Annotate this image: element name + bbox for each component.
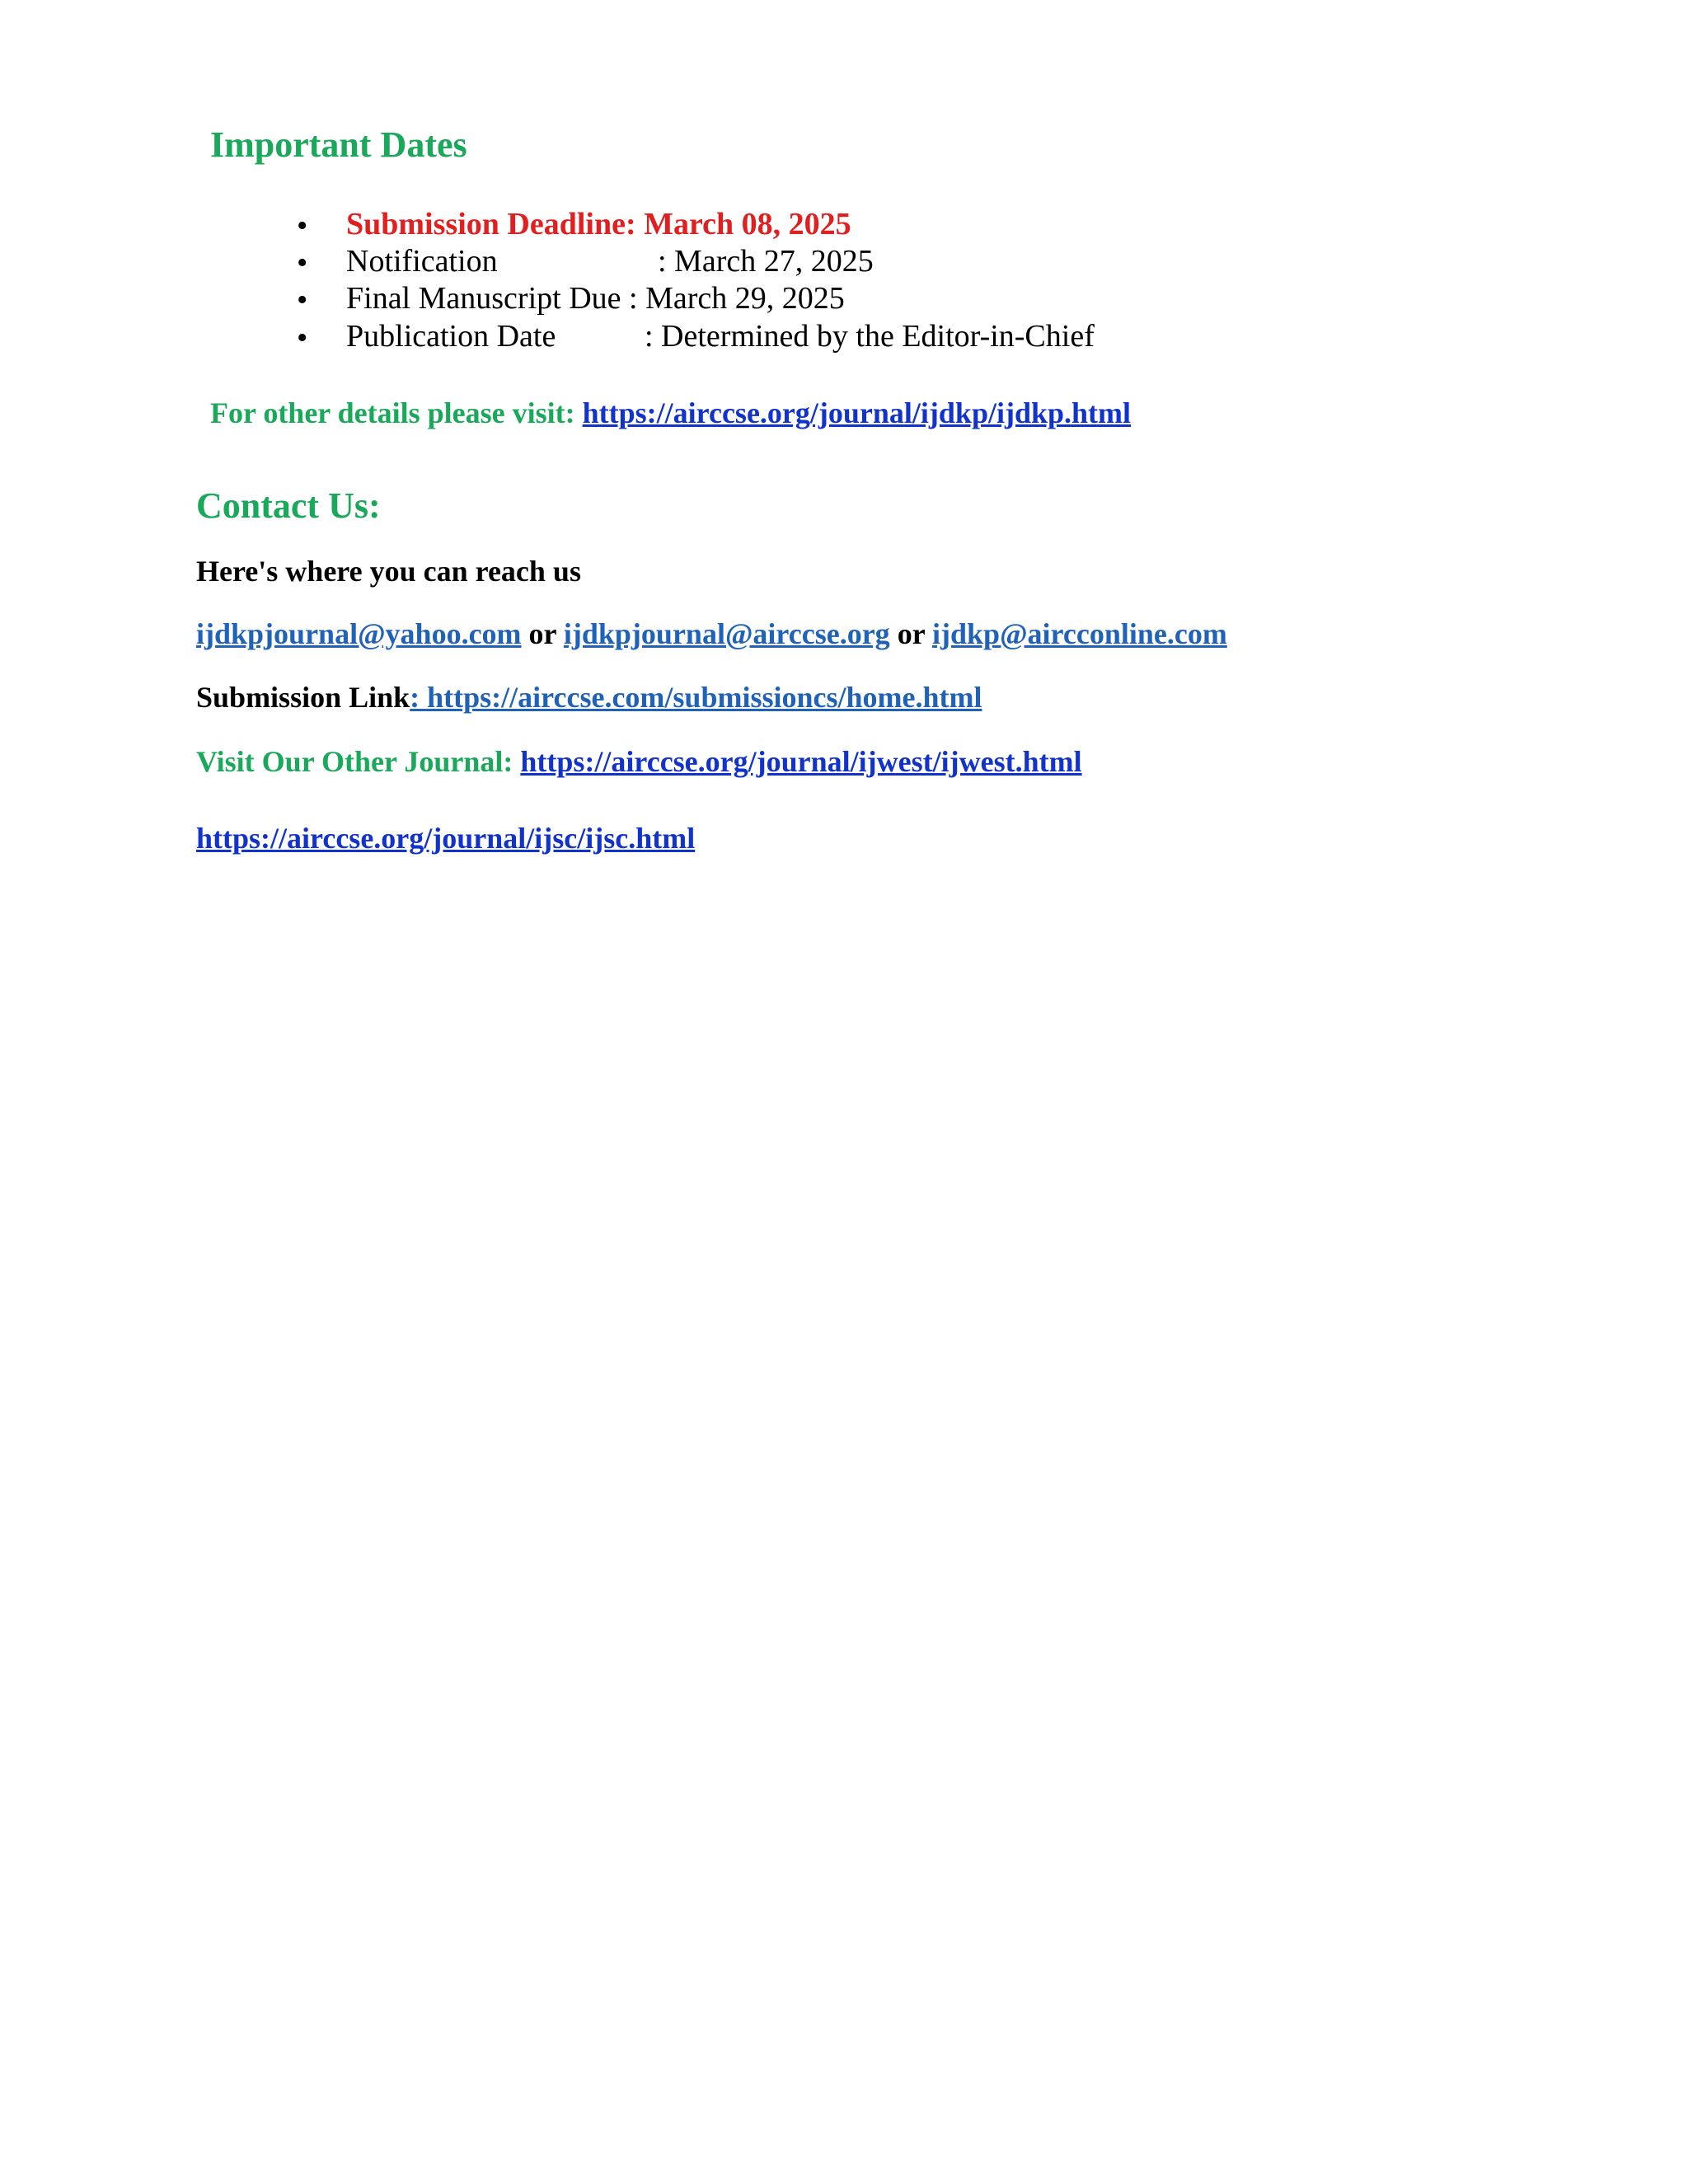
- email-link-airccse[interactable]: ijdkpjournal@airccse.org: [563, 617, 890, 650]
- publication-date-label: Publication Date: [346, 319, 556, 354]
- notification-value: : March 27, 2025: [658, 244, 874, 279]
- email-separator: or: [528, 617, 556, 650]
- contact-heading: Contact Us:: [196, 485, 381, 526]
- email-separator: or: [897, 617, 926, 650]
- details-line: [210, 396, 1131, 430]
- list-item-publication-date: [346, 318, 1095, 354]
- details-label: For other details please visit:: [210, 396, 575, 429]
- bullet-icon: •: [297, 209, 308, 243]
- details-link[interactable]: https://airccse.org/journal/ijdkp/ijdkp.html: [582, 396, 1132, 429]
- list-item-final-manuscript: [346, 280, 845, 316]
- final-manuscript-label: Final Manuscript Due: [346, 281, 621, 316]
- list-item-submission-deadline: [346, 206, 851, 242]
- submission-link[interactable]: : https://airccse.com/submissioncs/home.html: [410, 681, 982, 714]
- deadline-value: March 08, 2025: [644, 207, 851, 241]
- contact-subheading: Here's where you can reach us: [196, 555, 581, 588]
- final-manuscript-value: : March 29, 2025: [629, 281, 845, 316]
- email-link-yahoo[interactable]: ijdkpjournal@yahoo.com: [196, 617, 522, 650]
- bullet-icon: •: [297, 283, 308, 317]
- submission-line: [196, 680, 982, 715]
- list-item-notification: [346, 243, 874, 279]
- other-journal-link-ijwest[interactable]: https://airccse.org/journal/ijwest/ijwest.html: [520, 745, 1082, 778]
- submission-label: Submission Link: [196, 681, 410, 714]
- publication-date-value: : Determined by the Editor-in-Chief: [645, 319, 1095, 354]
- other-journal-line: [196, 744, 1082, 779]
- bullet-icon: •: [297, 321, 308, 355]
- other-journal-link-ijsc[interactable]: https://airccse.org/journal/ijsc/ijsc.html: [196, 822, 696, 855]
- deadline-label: Submission Deadline:: [346, 207, 636, 241]
- email-line: [196, 616, 1227, 651]
- email-link-aircconline[interactable]: ijdkp@aircconline.com: [932, 617, 1227, 650]
- notification-label: Notification: [346, 244, 498, 279]
- other-journal-line-2: [196, 821, 695, 855]
- important-dates-heading: Important Dates: [210, 124, 467, 165]
- other-journal-label: Visit Our Other Journal:: [196, 745, 513, 778]
- bullet-icon: •: [297, 246, 308, 280]
